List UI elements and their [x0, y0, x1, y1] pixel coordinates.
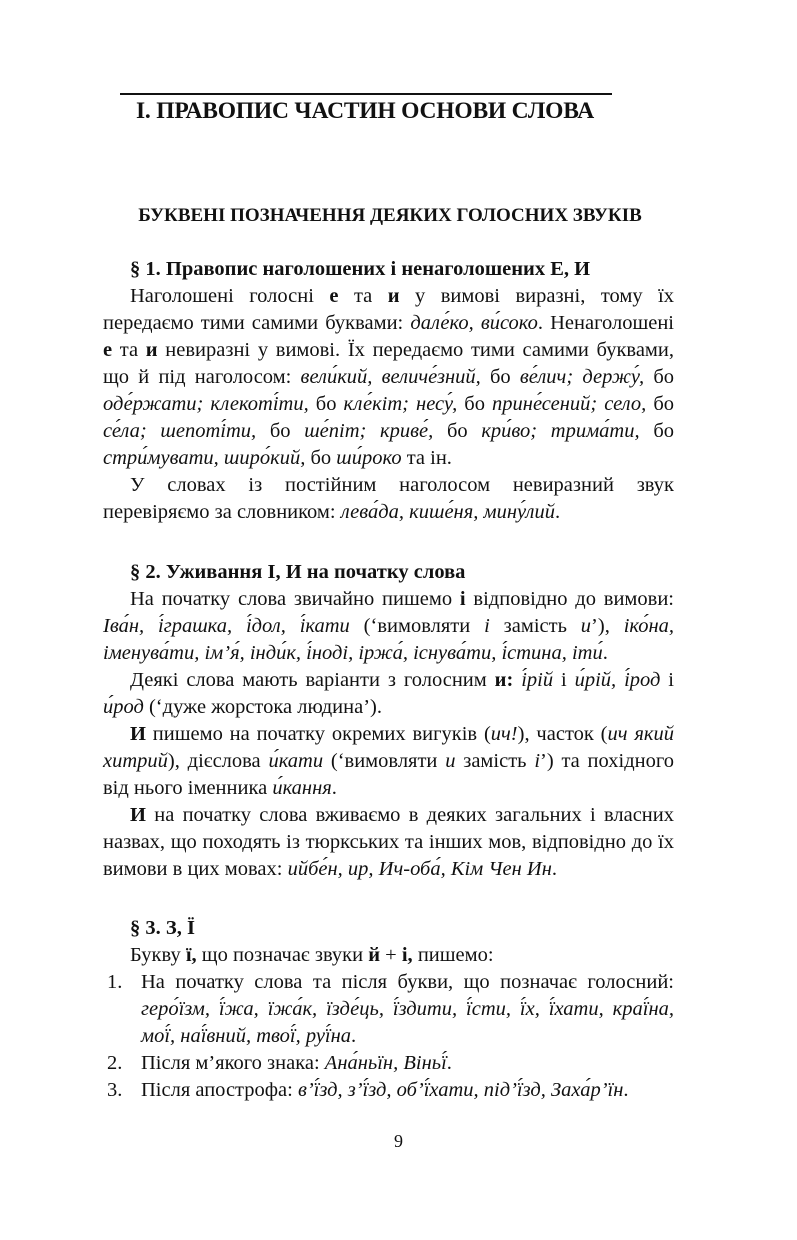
list-item-number: 1. — [107, 971, 123, 993]
paragraph-1-text-2: У словах із постійним наголосом невиразний звук перевіряємо за словником: лева́да, кише́ня, мину́лий. — [103, 474, 674, 523]
list-item: 1. На початку слова та після букви, що позначає голосний: геро́їзм, ї́жа, їжа́к, їзде́ць, ї́здити, ї́сти, ї́х, ї́хати, краї́на, мої́, наї́вний, твої́, руї́на. — [103, 969, 674, 1050]
paragraph-2-heading: § 2. Уживання І, И на початку слова — [130, 561, 466, 583]
paragraph-2-text-3: И пишемо на початку окремих вигуків (ич!), часток (ич який хитрий), дієслова и́кати (‘вимовляти и замість і’) та похідного від нього іменника и́кання. — [103, 723, 675, 799]
paragraph-2-text-2: Деякі слова мають варіанти з голосним и: і́рій і и́рій, і́род і и́род (‘дуже жорстока людина’). — [103, 669, 674, 718]
page-number: 9 — [394, 1131, 403, 1151]
section-title: БУКВЕНІ ПОЗНАЧЕННЯ ДЕЯКИХ ГОЛОСНИХ ЗВУКІВ — [138, 205, 642, 226]
paragraph-2-text-4: И на початку слова вживаємо в деяких загальних і власних назвах, що походять із тюркських та інших мов, відповідно до їх вимови в цих мовах: ийбе́н, ир, Ич-оба́, Кім Чен Ин. — [103, 804, 674, 880]
paragraph-1-heading: § 1. Правопис наголошених і ненаголошених Е, И — [130, 258, 591, 280]
paragraph-2-block — [103, 559, 674, 883]
paragraph-3-block — [103, 915, 674, 1104]
list-item-number: 2. — [107, 1052, 123, 1074]
list-item-number: 3. — [107, 1079, 123, 1101]
list-item: 3. Після апострофа: в’ї́зд, з’ї́зд, об’ї́хати, під’ї́зд, Заха́р’їн. — [103, 1077, 674, 1104]
paragraph-3-intro: Букву ї, що позначає звуки й + і, пишемо: — [130, 944, 494, 966]
chapter-top-rule — [120, 93, 612, 95]
paragraph-1-block — [103, 256, 674, 526]
paragraph-2-text-1: На початку слова звичайно пишемо і відповідно до вимови: Іва́н, і́грашка, і́дол, і́кати (‘вимовляти і замість и’), іко́на, іменува́ти, ім’я́, інди́к, і́ноді, іржа́, існува́ти, і́стина, іти́. — [103, 588, 675, 664]
paragraph-1-text: Наголошені голосні е та и у вимові виразні, тому їх передаємо тими самими буквами: дале́ко, ви́соко. Ненаголошені е та и невиразні у вимові. Їх передаємо тими самими буквами, що й під наголосом: вели́кий, величе́зний, бо ве́лич; держу́, бо оде́ржати; клекоті́ти, бо кле́кіт; несу́, бо прине́сений; село, бо се́ла; шепоті́ти, бо ше́піт; криве́, бо кри́во; трима́ти, бо стри́мувати, широ́кий, бо ши́роко та ін. — [103, 285, 674, 469]
list-item: 2. Після м’якого знака: Ана́ньїн, Віньї́. — [103, 1050, 674, 1077]
paragraph-3-heading: § 3. З, Ї — [130, 917, 195, 939]
chapter-title: І. ПРАВОПИС ЧАСТИН ОСНОВИ СЛОВА — [135, 98, 595, 124]
